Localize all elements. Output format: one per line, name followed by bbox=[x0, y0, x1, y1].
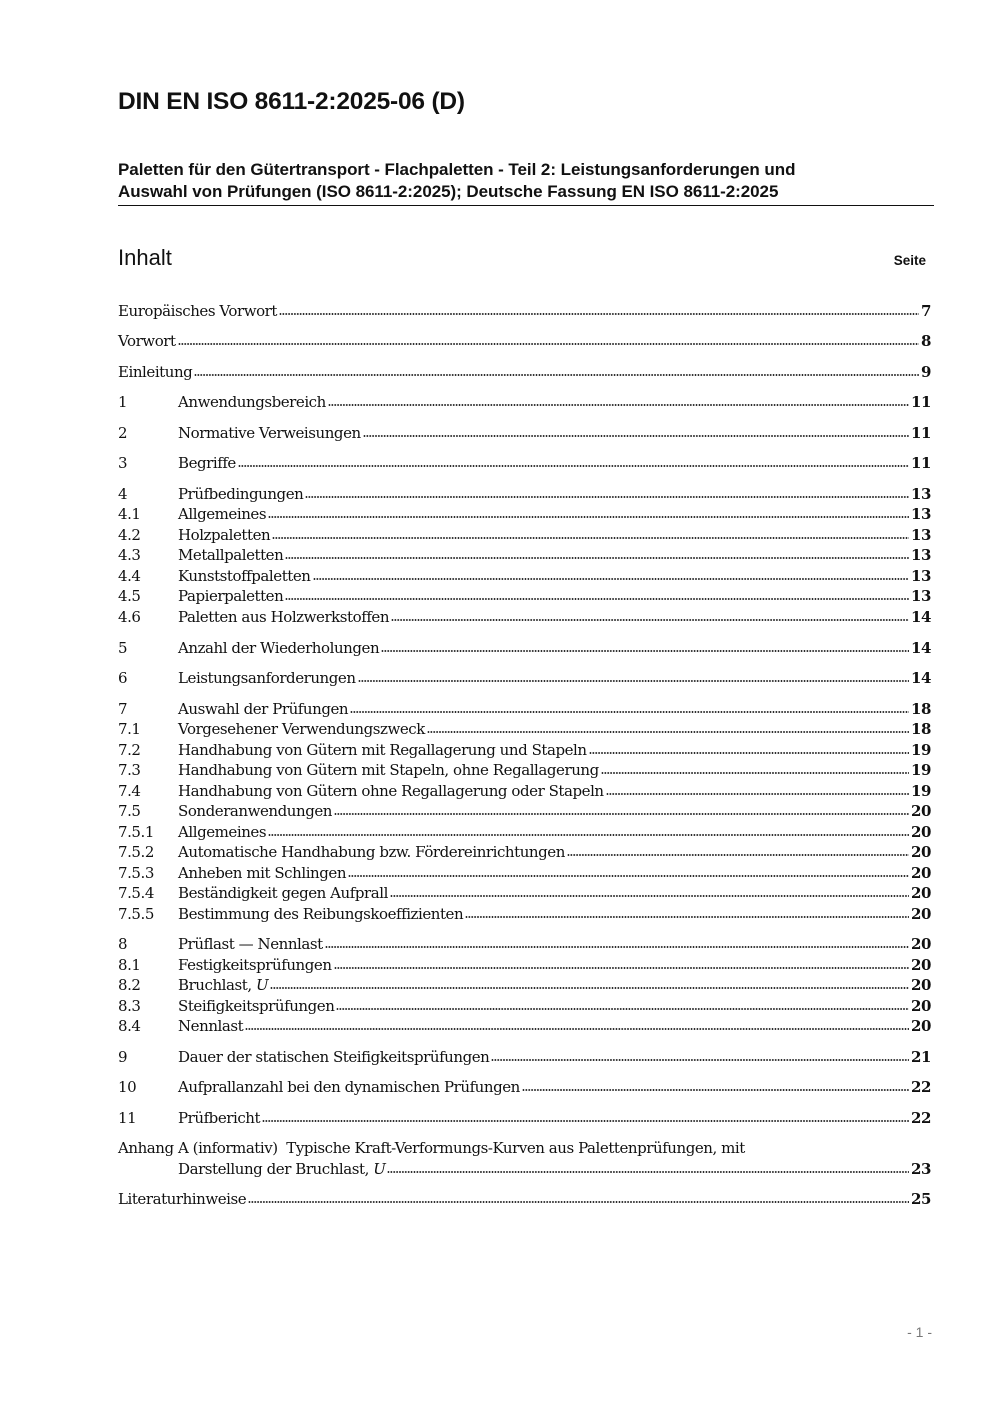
toc-entry-label-text: Prüfbedingungen bbox=[178, 485, 304, 503]
toc-entry[interactable] bbox=[118, 667, 931, 689]
toc-entry-label-text: Sonderanwendungen bbox=[178, 802, 333, 820]
toc-entry-label bbox=[178, 882, 388, 904]
toc-entry-label-text: Prüfbericht bbox=[178, 1109, 261, 1127]
toc-entry-label-symbol: U bbox=[255, 976, 269, 994]
toc-entry-number: 7.5 bbox=[118, 802, 141, 820]
toc-entry-number: 4.1 bbox=[118, 505, 141, 523]
toc-entry-number: 4.2 bbox=[118, 526, 141, 544]
toc-entry-label-text: Handhabung von Gütern mit Stapeln, ohne Regallagerung bbox=[178, 761, 599, 779]
toc-entry-page: 13 bbox=[911, 505, 931, 523]
toc-entry-number: 4.6 bbox=[118, 608, 141, 626]
toc-entry[interactable] bbox=[118, 718, 931, 740]
toc-entry-page: 20 bbox=[911, 956, 931, 974]
toc-entry-label-text: Leistungsanforderungen bbox=[178, 669, 356, 687]
toc-entry[interactable] bbox=[118, 1076, 931, 1098]
toc-entry-label: Literaturhinweise bbox=[118, 1190, 247, 1208]
toc-entry-number: 2 bbox=[118, 424, 128, 442]
toc-entry[interactable] bbox=[118, 800, 931, 822]
toc-entry[interactable] bbox=[118, 882, 931, 904]
toc-entry-label-text: Automatische Handhabung bzw. Fördereinrichtungen bbox=[178, 843, 565, 861]
toc-entry-label bbox=[178, 452, 236, 474]
toc-annex-line-2[interactable] bbox=[118, 1158, 931, 1180]
toc-entry-label bbox=[118, 361, 192, 383]
toc-annex-continuation-text: Darstellung der Bruchlast, bbox=[178, 1160, 374, 1178]
toc-entry-page: 25 bbox=[911, 1190, 931, 1208]
toc-entry[interactable] bbox=[118, 739, 931, 761]
toc-entry-label-text: Vorgesehener Verwendungszweck bbox=[178, 720, 425, 738]
toc-annex-line-1[interactable] bbox=[118, 1137, 931, 1159]
toc-entry-page: 20 bbox=[911, 905, 931, 923]
toc-entry-number: 4 bbox=[118, 485, 128, 503]
toc-entry[interactable] bbox=[118, 1046, 931, 1068]
toc-entry-label bbox=[178, 739, 587, 761]
toc-entry-label bbox=[178, 1107, 260, 1129]
toc-entry-label-text: Beständigkeit gegen Aufprall bbox=[178, 884, 388, 902]
toc-entry-label bbox=[178, 524, 270, 546]
document-number: DIN EN ISO 8611-2:2025-06 (D) bbox=[118, 88, 465, 115]
toc-entry[interactable] bbox=[118, 330, 931, 352]
toc-entry-page: 23 bbox=[911, 1160, 931, 1178]
page-number: - 1 - bbox=[907, 1324, 932, 1340]
toc-entry-label bbox=[178, 933, 323, 955]
toc-entry-number: 8.4 bbox=[118, 1017, 141, 1035]
toc-entry-label bbox=[178, 606, 389, 628]
toc-entry-label bbox=[178, 780, 604, 802]
toc-entry[interactable] bbox=[118, 903, 931, 925]
toc-entry-number: 6 bbox=[118, 669, 128, 687]
toc-dot-leader bbox=[606, 792, 909, 796]
toc-dot-leader bbox=[279, 312, 919, 316]
toc-entry-page: 20 bbox=[911, 864, 931, 882]
toc-dot-leader bbox=[305, 495, 909, 499]
toc-entry-label bbox=[178, 759, 599, 781]
toc-entry-label-text: Einleitung bbox=[118, 363, 193, 381]
toc-entry-label bbox=[178, 698, 348, 720]
toc-entry-label-text: Handhabung von Gütern mit Regallagerung und Stapeln bbox=[178, 741, 587, 759]
toc-entry-label-text: Bestimmung des Reibungskoeffizienten bbox=[178, 905, 464, 923]
toc-entry-page: 22 bbox=[911, 1109, 931, 1127]
toc-entry-page: 11 bbox=[911, 454, 931, 472]
toc-entry-label-text: Steifigkeitsprüfungen bbox=[178, 997, 335, 1015]
toc-entry-page: 14 bbox=[911, 639, 931, 657]
toc-entry-label bbox=[178, 841, 565, 863]
toc-entry-label bbox=[178, 1046, 489, 1068]
toc-entry-page: 20 bbox=[911, 935, 931, 953]
toc-entry[interactable] bbox=[118, 995, 931, 1017]
toc-entry[interactable] bbox=[118, 606, 931, 628]
toc-entry-label-text: Bruchlast, bbox=[178, 976, 256, 994]
toc-entry-label bbox=[118, 300, 277, 322]
toc-dot-leader bbox=[381, 649, 909, 653]
toc-entry-page: 19 bbox=[911, 782, 931, 800]
toc-entry-number: 7.2 bbox=[118, 741, 141, 759]
toc-entry-page: 21 bbox=[911, 1048, 931, 1066]
toc-entry-label-text: Nennlast bbox=[178, 1017, 244, 1035]
toc-entry-page: 13 bbox=[911, 526, 931, 544]
toc-entry-label-text: Anzahl der Wiederholungen bbox=[178, 639, 380, 657]
toc-entry[interactable] bbox=[118, 524, 931, 546]
toc-annex-symbol: U bbox=[373, 1160, 386, 1178]
toc-entry-label-text: Auswahl der Prüfungen bbox=[178, 700, 349, 718]
toc-entry-label bbox=[118, 330, 176, 352]
toc-entry-number: 7.5.1 bbox=[118, 823, 154, 841]
toc-entry-label bbox=[178, 585, 283, 607]
document-subtitle bbox=[118, 159, 934, 203]
toc-entry[interactable] bbox=[118, 483, 931, 505]
toc-entry-label bbox=[178, 483, 303, 505]
toc-entry-label bbox=[178, 800, 332, 822]
toc-entry-label-text: Europäisches Vorwort bbox=[118, 302, 277, 320]
toc-entry-label-text: Prüflast — Nennlast bbox=[178, 935, 323, 953]
toc-entry-label-text: Allgemeines bbox=[178, 823, 267, 841]
toc-entry-label-text: Handhabung von Gütern ohne Regallagerung oder Stapeln bbox=[178, 782, 604, 800]
toc-entry[interactable] bbox=[118, 391, 931, 413]
toc-entry[interactable] bbox=[118, 933, 931, 955]
toc-entry-label-text: Anwendungsbereich bbox=[178, 393, 326, 411]
toc-dot-leader bbox=[178, 342, 919, 346]
toc-entry-label-text: Anheben mit Schlingen bbox=[178, 864, 347, 882]
toc-entry-label-text: Aufprallanzahl bei den dynamischen Prüfungen bbox=[178, 1078, 520, 1096]
subtitle-line-2: Auswahl von Prüfungen (ISO 8611-2:2025); Deutsche Fassung EN ISO 8611-2:2025 bbox=[118, 182, 779, 201]
toc-entry-number: 8.3 bbox=[118, 997, 141, 1015]
toc-entry-label-text: Papierpaletten bbox=[178, 587, 284, 605]
toc-entry-label-text: Allgemeines bbox=[178, 505, 267, 523]
toc-dot-leader bbox=[567, 853, 909, 857]
toc-entry-label-text: Begriffe bbox=[178, 454, 236, 472]
toc-entry[interactable] bbox=[118, 974, 931, 996]
toc-entry-page: 18 bbox=[911, 720, 931, 738]
toc-dot-leader bbox=[268, 833, 909, 837]
toc-entry-label bbox=[178, 565, 311, 587]
toc-dot-leader bbox=[262, 1119, 909, 1123]
toc-entry-label bbox=[178, 1076, 520, 1098]
toc-entry-page: 11 bbox=[911, 424, 931, 442]
toc-dot-leader bbox=[427, 730, 909, 734]
toc-dot-leader bbox=[325, 945, 909, 949]
toc-entry-label bbox=[178, 422, 361, 444]
toc-entry-number: 11 bbox=[118, 1109, 137, 1127]
toc-entry-label-text: Dauer der statischen Steifigkeitsprüfungen bbox=[178, 1048, 490, 1066]
toc-dot-leader bbox=[328, 403, 909, 407]
toc-entry[interactable] bbox=[118, 862, 931, 884]
toc-entry[interactable] bbox=[118, 698, 931, 720]
toc-entry[interactable] bbox=[118, 452, 931, 474]
toc-entry-page: 8 bbox=[921, 332, 931, 350]
toc-entry-label bbox=[178, 503, 266, 525]
toc-entry-label bbox=[178, 718, 425, 740]
toc-entry-page: 20 bbox=[911, 823, 931, 841]
toc-entry[interactable] bbox=[118, 361, 931, 383]
toc-entry-page: 20 bbox=[911, 802, 931, 820]
toc-entry[interactable] bbox=[118, 1015, 931, 1037]
toc-entry-label-text: Metallpaletten bbox=[178, 546, 284, 564]
toc-annex-continuation bbox=[178, 1158, 385, 1180]
toc-dot-leader bbox=[350, 710, 909, 714]
toc-dot-leader bbox=[358, 679, 909, 683]
toc-dot-leader bbox=[465, 915, 909, 919]
toc-entry-page: 20 bbox=[911, 1017, 931, 1035]
toc-entry[interactable] bbox=[118, 585, 931, 607]
toc-entry-page: 7 bbox=[921, 302, 931, 320]
toc-entry[interactable] bbox=[118, 544, 931, 566]
toc-entry[interactable] bbox=[118, 422, 931, 444]
toc-entry-number: 1 bbox=[118, 393, 128, 411]
toc-dot-leader bbox=[194, 373, 919, 377]
toc-entry-page: 14 bbox=[911, 669, 931, 687]
toc-entry-number: 7.5.4 bbox=[118, 884, 154, 902]
toc-entry-number: 8.2 bbox=[118, 976, 141, 994]
toc-entry[interactable] bbox=[118, 1107, 931, 1129]
toc-entry-number: 3 bbox=[118, 454, 128, 472]
toc-entry[interactable] bbox=[118, 759, 931, 781]
toc-dot-leader bbox=[268, 515, 909, 519]
toc-bibliography[interactable] bbox=[118, 1188, 931, 1210]
toc-entry-number: 8.1 bbox=[118, 956, 141, 974]
toc-entry-page: 18 bbox=[911, 700, 931, 718]
toc-entry-page: 9 bbox=[921, 363, 931, 381]
toc-entry-number: 7.5.5 bbox=[118, 905, 154, 923]
toc-dot-leader bbox=[589, 751, 909, 755]
toc-entry-label bbox=[178, 391, 326, 413]
subtitle-underline bbox=[118, 205, 934, 206]
toc-entry-page: 19 bbox=[911, 741, 931, 759]
toc-entry-page: 20 bbox=[911, 997, 931, 1015]
toc-entry-number: 7.3 bbox=[118, 761, 141, 779]
toc-entry-page: 22 bbox=[911, 1078, 931, 1096]
toc-entry-page: 13 bbox=[911, 567, 931, 585]
toc-entry-label-text: Festigkeitsprüfungen bbox=[178, 956, 332, 974]
toc-entry-number: 4.4 bbox=[118, 567, 141, 585]
toc-dot-leader bbox=[348, 874, 909, 878]
toc-heading: Inhalt bbox=[118, 245, 172, 270]
toc-entry-label bbox=[178, 637, 379, 659]
toc-entry-label-text: Paletten aus Holzwerkstoffen bbox=[178, 608, 390, 626]
toc-dot-leader bbox=[522, 1088, 909, 1092]
toc-dot-leader bbox=[248, 1200, 909, 1204]
toc-entry[interactable] bbox=[118, 821, 931, 843]
toc-entry-label bbox=[178, 954, 332, 976]
toc-entry-number: 4.3 bbox=[118, 546, 141, 564]
toc-entry[interactable] bbox=[118, 300, 931, 322]
toc-entry-number: 4.5 bbox=[118, 587, 141, 605]
toc-dot-leader bbox=[336, 1007, 909, 1011]
toc-entry-page: 20 bbox=[911, 843, 931, 861]
toc-entry-page: 20 bbox=[911, 976, 931, 994]
toc-dot-leader bbox=[272, 536, 909, 540]
toc-entry-label bbox=[178, 667, 356, 689]
toc-entry-number: 7 bbox=[118, 700, 128, 718]
toc-entry-page: 14 bbox=[911, 608, 931, 626]
toc-entry[interactable] bbox=[118, 503, 931, 525]
toc-entry[interactable] bbox=[118, 780, 931, 802]
toc-entry-page: 13 bbox=[911, 485, 931, 503]
toc-dot-leader bbox=[238, 464, 909, 468]
toc-annex-title: Anhang A (informativ) Typische Kraft-Verformungs-Kurven aus Palettenprüfungen, mit bbox=[118, 1139, 745, 1157]
toc-entry-number: 5 bbox=[118, 639, 128, 657]
toc-dot-leader bbox=[601, 771, 909, 775]
toc-entry-label bbox=[178, 995, 334, 1017]
toc-entry[interactable] bbox=[118, 565, 931, 587]
toc-dot-leader bbox=[391, 618, 909, 622]
toc-entry-label bbox=[178, 974, 268, 996]
toc-entry-label bbox=[178, 544, 283, 566]
toc-entry-label bbox=[178, 821, 266, 843]
toc-entry-label-text: Normative Verweisungen bbox=[178, 424, 361, 442]
toc-entry-number: 7.5.3 bbox=[118, 864, 154, 882]
toc-dot-leader bbox=[245, 1027, 909, 1031]
toc-entry-number: 7.5.2 bbox=[118, 843, 154, 861]
toc-entry[interactable] bbox=[118, 954, 931, 976]
toc-entry[interactable] bbox=[118, 841, 931, 863]
toc-entry-label-text: Kunststoffpaletten bbox=[178, 567, 311, 585]
toc-entry-page: 13 bbox=[911, 587, 931, 605]
toc-dot-leader bbox=[270, 986, 909, 990]
toc-entry-number: 7.1 bbox=[118, 720, 141, 738]
toc-entry-number: 10 bbox=[118, 1078, 137, 1096]
toc-entry-label bbox=[178, 903, 463, 925]
toc-dot-leader bbox=[491, 1058, 909, 1062]
toc-dot-leader bbox=[285, 597, 909, 601]
toc-entry-page: 19 bbox=[911, 761, 931, 779]
toc-entry-label bbox=[178, 862, 346, 884]
toc-dot-leader bbox=[313, 577, 910, 581]
toc-entry-number: 7.4 bbox=[118, 782, 141, 800]
toc-entry-number: 8 bbox=[118, 935, 128, 953]
toc-dot-leader bbox=[334, 966, 909, 970]
toc-dot-leader bbox=[390, 894, 909, 898]
subtitle-line-1: Paletten für den Gütertransport - Flachpaletten - Teil 2: Leistungsanforderungen und bbox=[118, 160, 796, 179]
toc-dot-leader bbox=[334, 812, 909, 816]
page-column-label: Seite bbox=[893, 253, 926, 268]
toc-entry-label bbox=[178, 1015, 243, 1037]
toc-dot-leader bbox=[285, 556, 909, 560]
toc-entry[interactable] bbox=[118, 637, 931, 659]
toc-entry-label-text: Vorwort bbox=[118, 332, 176, 350]
toc-entry-page: 13 bbox=[911, 546, 931, 564]
toc-dot-leader bbox=[363, 434, 909, 438]
toc-entry-page: 20 bbox=[911, 884, 931, 902]
toc-entry-number: 9 bbox=[118, 1048, 128, 1066]
toc-entry-page: 11 bbox=[911, 393, 931, 411]
toc-entry-label-text: Holzpaletten bbox=[178, 526, 271, 544]
toc-dot-leader bbox=[387, 1170, 909, 1174]
